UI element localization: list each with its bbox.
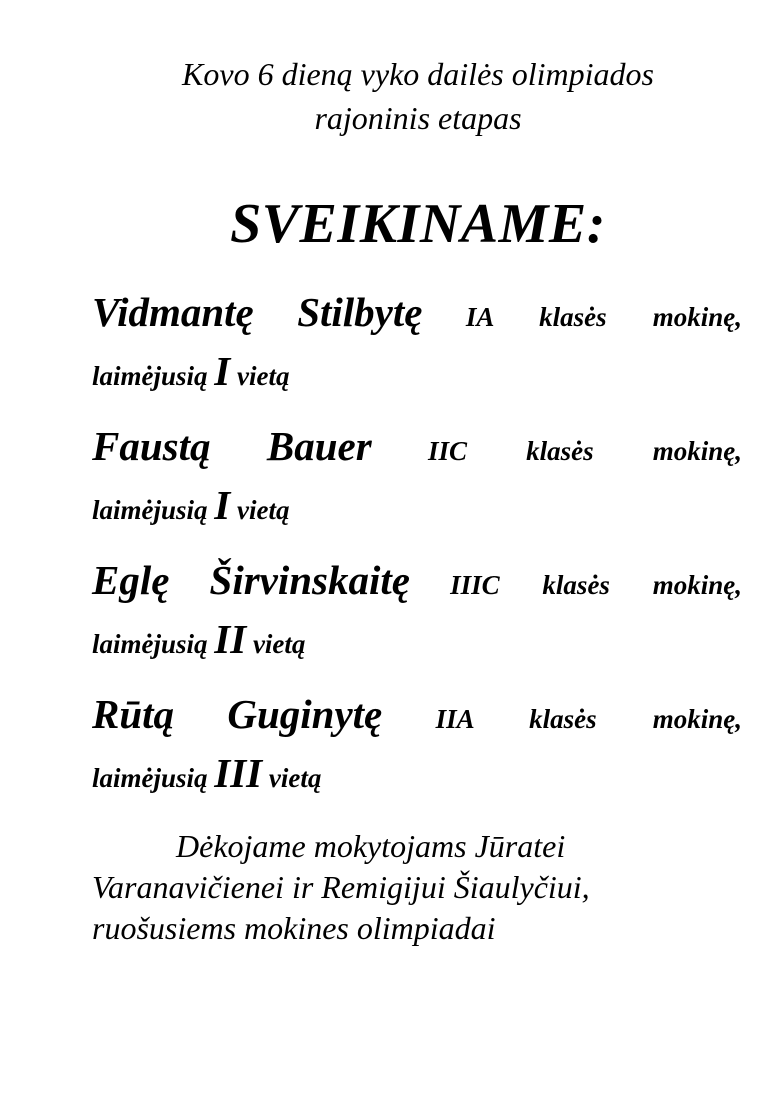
- winner-line-1: [92, 286, 742, 348]
- winner-entry: [92, 286, 742, 399]
- winner-line-2: [92, 482, 742, 533]
- winner-place-word: vietą: [268, 763, 322, 793]
- winner-last-name: Širvinskaitę: [209, 557, 410, 603]
- thanks-line-3: ruošusiems mokines olimpiadai: [92, 910, 496, 946]
- winner-first-name: Eglę: [92, 557, 170, 603]
- winner-first-name: Vidmantę: [92, 289, 254, 335]
- winner-entry: [92, 420, 742, 533]
- winner-won-text: laimėjusią: [92, 629, 208, 659]
- winner-last-name: Bauer: [266, 423, 372, 469]
- winner-class-info: IIA klasės mokinę,: [435, 704, 742, 734]
- winner-won-text: laimėjusią: [92, 495, 208, 525]
- winner-first-name: Faustą: [92, 423, 211, 469]
- winner-class-info: IA klasės mokinę,: [465, 302, 742, 332]
- winner-place: I: [214, 348, 231, 394]
- winner-place-word: vietą: [236, 495, 290, 525]
- thanks-line-1: Dėkojame mokytojams Jūratei: [176, 828, 566, 864]
- winner-place-word: vietą: [236, 361, 290, 391]
- congratulations-heading: SVEIKINAME:: [230, 193, 606, 255]
- winner-first-name: Rūtą: [92, 691, 175, 737]
- winner-last-name: Guginytę: [227, 691, 383, 737]
- thanks-text: [92, 826, 742, 949]
- winner-line-1: [92, 688, 742, 750]
- winner-place: I: [214, 482, 231, 528]
- winner-class-info: IIIC klasės mokinę,: [450, 570, 743, 600]
- intro-text: [0, 52, 780, 140]
- winner-entry: [92, 688, 742, 801]
- intro-line-2: rajoninis etapas: [314, 100, 522, 136]
- thanks-line-2: Varanavičienei ir Remigijui Šiaulyčiui,: [92, 869, 590, 905]
- winner-line-1: [92, 554, 742, 616]
- winner-line-2: [92, 348, 742, 399]
- winner-won-text: laimėjusią: [92, 361, 208, 391]
- winner-line-1: [92, 420, 742, 482]
- winner-last-name: Stilbytę: [297, 289, 423, 335]
- winner-place-word: vietą: [252, 629, 306, 659]
- winner-place: III: [214, 750, 263, 796]
- winner-line-2: [92, 750, 742, 801]
- winner-won-text: laimėjusią: [92, 763, 208, 793]
- winner-line-2: [92, 616, 742, 667]
- winner-entry: [92, 554, 742, 667]
- winners-list: [92, 286, 742, 822]
- winner-class-info: IIC klasės mokinę,: [428, 436, 743, 466]
- intro-line-1: Kovo 6 dieną vyko dailės olimpiados: [182, 56, 654, 92]
- winner-place: II: [214, 616, 247, 662]
